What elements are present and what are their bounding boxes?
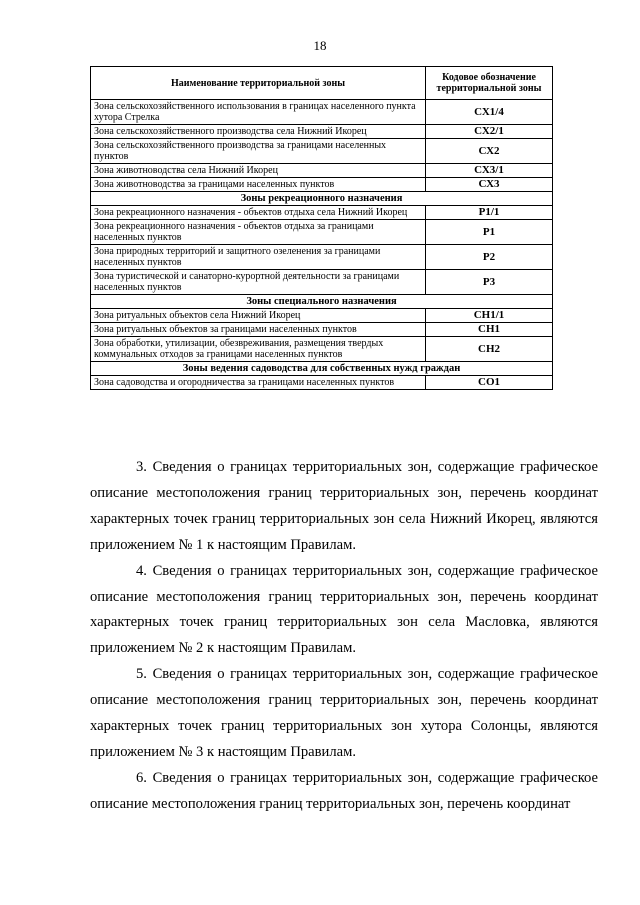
zone-code-cell: Р3 <box>426 270 553 295</box>
section-row <box>91 295 553 309</box>
zone-code-cell: СН2 <box>426 337 553 362</box>
zone-name-cell: Зона сельскохозяйственного использования в границах населенного пункта хутора Стрелка <box>91 100 426 125</box>
paragraph-3: 3. Сведения о границах территориальных зон, содержащие графическое описание местоположения границ территориальных зон, перечень координат характерных точек границ территориальных зон села Нижний Икорец, являются приложением № 1 к настоящим Правилам. <box>90 459 598 553</box>
zone-name-cell: Зона сельскохозяйственного производства за границами населенных пунктов <box>91 139 426 164</box>
zone-code-cell: СН1 <box>426 323 553 337</box>
header-zone-code: Кодовое обозначение территориальной зоны <box>426 67 553 100</box>
zone-code-cell: СХ3/1 <box>426 164 553 178</box>
zone-name-cell: Зона ритуальных объектов за границами населенных пунктов <box>91 323 426 337</box>
zone-code-cell: СХ1/4 <box>426 100 553 125</box>
zone-code-cell: Р2 <box>426 245 553 270</box>
body-text <box>90 455 598 818</box>
zone-name-cell: Зона животноводства за границами населенных пунктов <box>91 178 426 192</box>
table-row <box>91 245 553 270</box>
paragraph-5: 5. Сведения о границах территориальных зон, содержащие графическое описание местоположения границ территориальных зон, перечень координат характерных точек границ территориальных зон хутора Солонцы, являются приложением № 3 к настоящим Правилам. <box>90 666 598 760</box>
zone-name-cell: Зона сельскохозяйственного производства села Нижний Икорец <box>91 125 426 139</box>
zone-name-cell: Зона рекреационного назначения - объектов отдыха за границами населенных пунктов <box>91 220 426 245</box>
zone-code-cell: СХ2 <box>426 139 553 164</box>
page-number: 18 <box>313 38 327 53</box>
section-row <box>91 192 553 206</box>
section-title: Зоны ведения садоводства для собственных нужд граждан <box>91 362 553 376</box>
zone-name-cell: Зона животноводства села Нижний Икорец <box>91 164 426 178</box>
zone-name-cell: Зона садоводства и огородничества за границами населенных пунктов <box>91 376 426 390</box>
table-row <box>91 139 553 164</box>
section-title: Зоны рекреационного назначения <box>91 192 553 206</box>
table-row <box>91 164 553 178</box>
table-row <box>91 125 553 139</box>
table-header-row <box>91 67 553 100</box>
table-row <box>91 206 553 220</box>
table-row <box>91 220 553 245</box>
zone-name-cell: Зона обработки, утилизации, обезвреживания, размещения твердых коммунальных отходов за границами населенных пунктов <box>91 337 426 362</box>
zone-name-cell: Зона природных территорий и защитного озеленения за границами населенных пунктов <box>91 245 426 270</box>
table-row <box>91 376 553 390</box>
paragraph-4: 4. Сведения о границах территориальных зон, содержащие графическое описание местоположения границ территориальных зон, перечень координат характерных точек границ территориальных зон села Масловка, являются приложением № 2 к настоящим Правилам. <box>90 562 598 657</box>
table-row <box>91 178 553 192</box>
header-zone-name: Наименование территориальной зоны <box>91 67 426 100</box>
table-row <box>91 270 553 295</box>
table-row <box>91 323 553 337</box>
table-row <box>91 337 553 362</box>
paragraph-6: 6. Сведения о границах территориальных зон, содержащие графическое описание местоположения границ территориальных зон, перечень координат <box>90 769 598 812</box>
zone-code-cell: СН1/1 <box>426 309 553 323</box>
zone-code-cell: Р1 <box>426 220 553 245</box>
zone-code-cell: СХ3 <box>426 178 553 192</box>
zone-name-cell: Зона ритуальных объектов села Нижний Икорец <box>91 309 426 323</box>
zone-name-cell: Зона рекреационного назначения - объектов отдыха села Нижний Икорец <box>91 206 426 220</box>
zone-name-cell: Зона туристической и санаторно-курортной деятельности за границами населенных пунктов <box>91 270 426 295</box>
table-row <box>91 309 553 323</box>
zones-table <box>90 66 553 390</box>
zone-code-cell: Р1/1 <box>426 206 553 220</box>
zone-code-cell: СО1 <box>426 376 553 390</box>
section-row <box>91 362 553 376</box>
table-row <box>91 100 553 125</box>
section-title: Зоны специального назначения <box>91 295 553 309</box>
zone-code-cell: СХ2/1 <box>426 125 553 139</box>
